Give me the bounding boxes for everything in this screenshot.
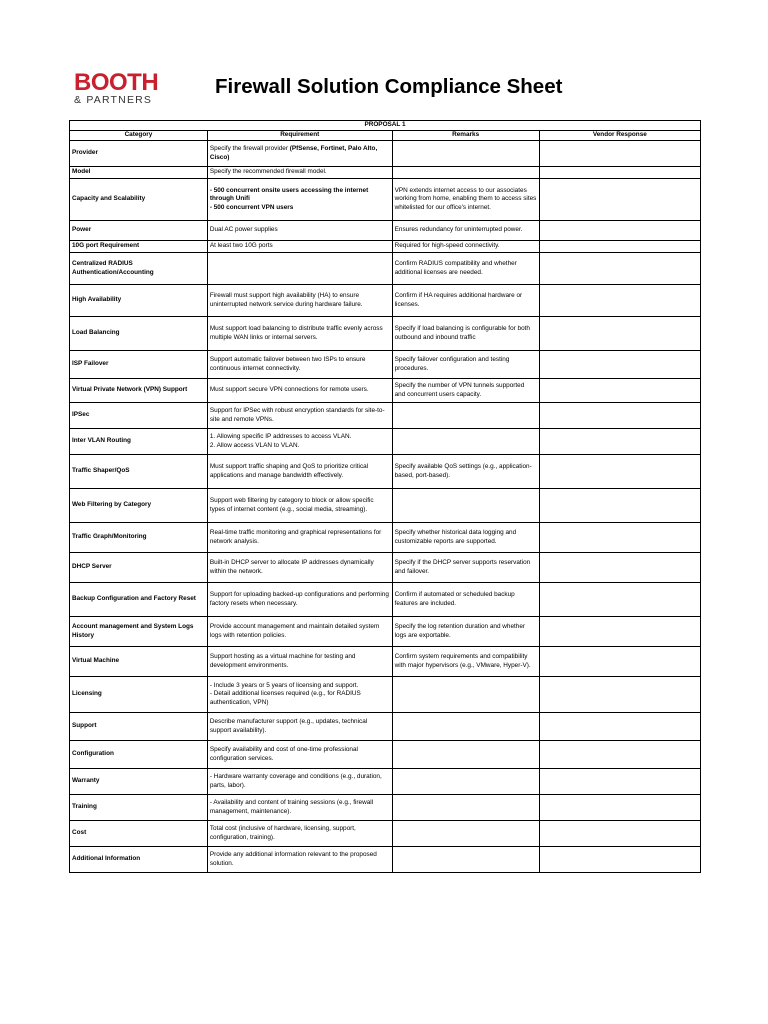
requirement-cell	[207, 317, 392, 351]
remarks-cell	[392, 821, 539, 847]
category-cell: Inter VLAN Routing	[70, 429, 208, 455]
table-row	[70, 821, 701, 847]
remarks-cell	[392, 167, 539, 179]
vendor-response-cell[interactable]	[539, 713, 700, 741]
vendor-response-cell[interactable]	[539, 221, 700, 241]
requirement-bold-text: (PfSense, Fortinet, Palo Alto, Cisco)	[209, 144, 378, 161]
vendor-response-cell[interactable]	[539, 617, 700, 647]
proposal-title: PROPOSAL 1	[70, 121, 701, 131]
vendor-response-cell[interactable]	[539, 647, 700, 677]
requirement-cell	[207, 847, 392, 873]
table-row	[70, 221, 701, 241]
vendor-response-cell[interactable]	[539, 741, 700, 769]
requirement-text: At least two 10G ports	[209, 242, 273, 250]
document-title: Firewall Solution Compliance Sheet	[215, 75, 563, 98]
vendor-response-cell[interactable]	[539, 553, 700, 583]
vendor-response-cell[interactable]	[539, 795, 700, 821]
remarks-cell: Specify failover configuration and testing procedures.	[392, 351, 539, 379]
table-row	[70, 379, 701, 403]
requirement-cell	[207, 179, 392, 221]
requirement-text: Support automatic failover between two ISPs to ensure continuous internet connectivity.	[209, 355, 366, 372]
proposal-header-row	[70, 121, 701, 131]
vendor-response-cell[interactable]	[539, 455, 700, 489]
remarks-cell: Confirm system requirements and compatibility with major hypervisors (e.g., VMware, Hyper-V).	[392, 647, 539, 677]
table-row	[70, 617, 701, 647]
requirement-cell	[207, 403, 392, 429]
table-row	[70, 285, 701, 317]
requirement-cell	[207, 713, 392, 741]
vendor-response-cell[interactable]	[539, 167, 700, 179]
requirement-cell	[207, 429, 392, 455]
table-row	[70, 847, 701, 873]
vendor-response-cell[interactable]	[539, 677, 700, 713]
requirement-text: 1. Allowing specific IP addresses to access VLAN. 2. Allow access VLAN to VLAN.	[209, 432, 352, 449]
vendor-response-cell[interactable]	[539, 821, 700, 847]
vendor-response-cell[interactable]	[539, 583, 700, 617]
requirement-text: Must support traffic shaping and QoS to prioritize critical applications and manage bandwidth effectively.	[209, 462, 369, 479]
remarks-cell	[392, 677, 539, 713]
requirement-text: Specify the firewall provider	[209, 144, 290, 152]
requirement-cell	[207, 647, 392, 677]
remarks-cell: Confirm if HA requires additional hardware or licenses.	[392, 285, 539, 317]
requirement-cell	[207, 677, 392, 713]
requirement-text: Specify the recommended firewall model.	[209, 168, 327, 176]
requirement-text: Built-in DHCP server to allocate IP addresses dynamically within the network.	[209, 558, 374, 575]
category-cell: Web Filtering by Category	[70, 489, 208, 523]
remarks-cell: Specify the number of VPN tunnels supported and concurrent users capacity.	[392, 379, 539, 403]
category-cell: Cost	[70, 821, 208, 847]
table-row	[70, 241, 701, 253]
requirement-cell	[207, 141, 392, 167]
compliance-table	[69, 120, 701, 873]
remarks-cell	[392, 795, 539, 821]
requirement-cell	[207, 769, 392, 795]
category-cell: Training	[70, 795, 208, 821]
category-cell: Additional Information	[70, 847, 208, 873]
logo-main-text: BOOTH	[74, 69, 159, 96]
category-cell: Power	[70, 221, 208, 241]
remarks-cell: Ensures redundancy for uninterrupted power.	[392, 221, 539, 241]
category-cell: Capacity and Scalability	[70, 179, 208, 221]
requirement-cell	[207, 821, 392, 847]
remarks-cell	[392, 403, 539, 429]
requirement-text: - Hardware warranty coverage and conditions (e.g., duration, parts, labor).	[209, 772, 382, 789]
requirement-cell	[207, 351, 392, 379]
category-cell: 10G port Requirement	[70, 241, 208, 253]
requirement-text: Provide any additional information relevant to the proposed solution.	[209, 850, 377, 867]
column-header-row	[70, 131, 701, 141]
remarks-cell: VPN extends internet access to our associates working from home, enabling them to access sites whitelisted for our office's internet.	[392, 179, 539, 221]
table-row	[70, 403, 701, 429]
requirement-text: Describe manufacturer support (e.g., updates, technical support availability).	[209, 717, 368, 734]
vendor-response-cell[interactable]	[539, 141, 700, 167]
table-row	[70, 455, 701, 489]
category-cell: Licensing	[70, 677, 208, 713]
category-cell: Virtual Machine	[70, 647, 208, 677]
category-cell: Centralized RADIUS Authentication/Accounting	[70, 253, 208, 285]
vendor-response-cell[interactable]	[539, 429, 700, 455]
remarks-cell: Specify if the DHCP server supports reservation and failover.	[392, 553, 539, 583]
requirement-cell	[207, 221, 392, 241]
category-cell: Traffic Shaper/QoS	[70, 455, 208, 489]
requirement-cell	[207, 253, 392, 285]
table-row	[70, 317, 701, 351]
table-row	[70, 795, 701, 821]
vendor-response-cell[interactable]	[539, 379, 700, 403]
requirement-cell	[207, 523, 392, 553]
category-cell: Configuration	[70, 741, 208, 769]
requirement-text: Must support load balancing to distribute traffic evenly across multiple WAN links or internal servers.	[209, 324, 383, 341]
table-row	[70, 583, 701, 617]
vendor-response-cell[interactable]	[539, 403, 700, 429]
table-row	[70, 167, 701, 179]
vendor-response-cell[interactable]	[539, 317, 700, 351]
vendor-response-cell[interactable]	[539, 179, 700, 221]
remarks-cell: Specify available QoS settings (e.g., application-based, port-based).	[392, 455, 539, 489]
remarks-cell: Confirm RADIUS compatibility and whether additional licenses are needed.	[392, 253, 539, 285]
category-cell: Traffic Graph/Monitoring	[70, 523, 208, 553]
category-cell: Virtual Private Network (VPN) Support	[70, 379, 208, 403]
vendor-response-cell[interactable]	[539, 253, 700, 285]
requirement-cell	[207, 379, 392, 403]
remarks-cell: Specify whether historical data logging and customizable reports are supported.	[392, 523, 539, 553]
booth-partners-logo	[74, 69, 174, 106]
remarks-cell	[392, 489, 539, 523]
requirement-text: Support for IPSec with robust encryption standards for site-to-site and remote VPNs.	[209, 406, 385, 423]
remarks-cell: Specify the log retention duration and whether logs are exportable.	[392, 617, 539, 647]
requirement-cell	[207, 167, 392, 179]
table-row	[70, 141, 701, 167]
table-row	[70, 429, 701, 455]
requirement-cell	[207, 741, 392, 769]
vendor-response-cell[interactable]	[539, 769, 700, 795]
requirement-cell	[207, 285, 392, 317]
requirement-cell	[207, 241, 392, 253]
requirement-bold-text: - 500 concurrent onsite users accessing the internet through Unifi - 500 concurrent VPN users	[209, 186, 369, 211]
requirement-cell	[207, 617, 392, 647]
vendor-response-cell[interactable]	[539, 285, 700, 317]
column-header-vendor-response: Vendor Response	[539, 131, 700, 141]
requirement-cell	[207, 583, 392, 617]
table-row	[70, 713, 701, 741]
remarks-cell	[392, 429, 539, 455]
requirement-cell	[207, 455, 392, 489]
requirement-text: - Include 3 years or 5 years of licensing and support. - Detail additional licenses required (e.g., for RADIUS authentication, VPN)	[209, 681, 361, 706]
requirement-text: Specify availability and cost of one-time professional configuration services.	[209, 745, 358, 762]
requirement-text: Dual AC power supplies	[209, 226, 278, 234]
table-row	[70, 489, 701, 523]
requirement-text: Firewall must support high availability (HA) to ensure uninterrupted network service during hardware failure.	[209, 291, 363, 308]
column-header-category: Category	[70, 131, 208, 141]
logo-sub-text: & PARTNERS	[74, 94, 153, 106]
category-cell: ISP Failover	[70, 351, 208, 379]
column-header-remarks: Remarks	[392, 131, 539, 141]
remarks-cell: Confirm if automated or scheduled backup features are included.	[392, 583, 539, 617]
remarks-cell: Specify if load balancing is configurable for both outbound and inbound traffic	[392, 317, 539, 351]
remarks-cell	[392, 741, 539, 769]
category-cell: Support	[70, 713, 208, 741]
table-row	[70, 351, 701, 379]
requirement-text: Provide account management and maintain detailed system logs with retention policies.	[209, 622, 380, 639]
table-row	[70, 253, 701, 285]
requirement-cell	[207, 795, 392, 821]
table-row	[70, 179, 701, 221]
category-cell: High Availability	[70, 285, 208, 317]
category-cell: Load Balancing	[70, 317, 208, 351]
remarks-cell	[392, 847, 539, 873]
category-cell: Warranty	[70, 769, 208, 795]
remarks-cell: Required for high-speed connectivity.	[392, 241, 539, 253]
vendor-response-cell[interactable]	[539, 351, 700, 379]
vendor-response-cell[interactable]	[539, 489, 700, 523]
table-row	[70, 553, 701, 583]
vendor-response-cell[interactable]	[539, 241, 700, 253]
category-cell: IPSec	[70, 403, 208, 429]
requirement-text: Support hosting as a virtual machine for testing and development environments.	[209, 652, 356, 669]
document-header	[70, 70, 710, 110]
table-row	[70, 677, 701, 713]
requirement-text: - Availability and content of training sessions (e.g., firewall management, maintenance).	[209, 798, 374, 815]
column-header-requirement: Requirement	[207, 131, 392, 141]
requirement-text: Real-time traffic monitoring and graphical representations for network analysis.	[209, 528, 382, 545]
category-cell: Account management and System Logs History	[70, 617, 208, 647]
requirement-cell	[207, 553, 392, 583]
table-row	[70, 769, 701, 795]
vendor-response-cell[interactable]	[539, 847, 700, 873]
requirement-text: Support web filtering by category to block or allow specific types of internet content (e.g., social media, streaming).	[209, 496, 374, 513]
requirement-cell	[207, 489, 392, 523]
remarks-cell	[392, 769, 539, 795]
table-row	[70, 741, 701, 769]
remarks-cell	[392, 141, 539, 167]
requirement-text: Support for uploading backed-up configurations and performing factory resets when necessary.	[209, 590, 389, 607]
requirement-text: Total cost (inclusive of hardware, licensing, support, configuration, training).	[209, 824, 356, 841]
requirement-text: Must support secure VPN connections for remote users.	[209, 386, 369, 394]
category-cell: Backup Configuration and Factory Reset	[70, 583, 208, 617]
category-cell: Provider	[70, 141, 208, 167]
category-cell: DHCP Server	[70, 553, 208, 583]
table-row	[70, 523, 701, 553]
category-cell: Model	[70, 167, 208, 179]
remarks-cell	[392, 713, 539, 741]
vendor-response-cell[interactable]	[539, 523, 700, 553]
table-row	[70, 647, 701, 677]
